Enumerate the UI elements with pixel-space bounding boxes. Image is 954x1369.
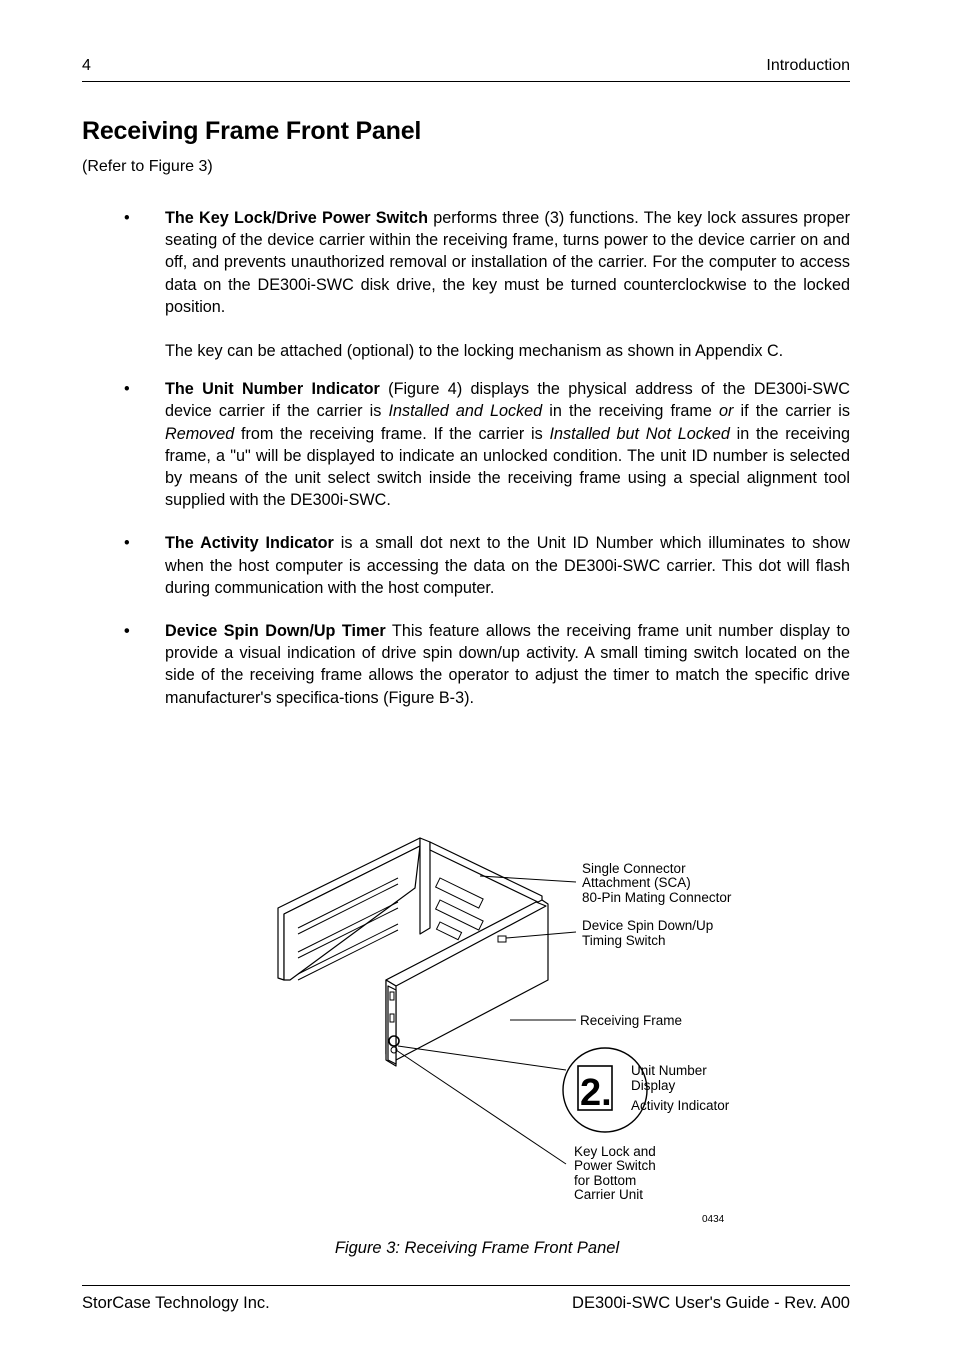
bullet-lead: The Unit Number Indicator bbox=[165, 380, 380, 399]
text-run: in the receiving frame bbox=[542, 402, 719, 421]
list-item bbox=[82, 532, 850, 599]
figure-caption: Figure 3: Receiving Frame Front Panel bbox=[334, 1239, 620, 1257]
callout-line: Single Connector bbox=[582, 861, 686, 876]
sca-connector bbox=[436, 878, 484, 908]
paragraph bbox=[165, 620, 850, 709]
rear-panel bbox=[420, 838, 430, 934]
receiving-frame-figure bbox=[270, 828, 770, 1228]
sca-connector bbox=[436, 922, 461, 940]
emphasis: Removed bbox=[165, 424, 235, 443]
bullet-text: performs three (3) functions. The key lock assures proper seating of the device carrier within the receiving frame, turns power to the device carrier on and off, and prevents unauthorized removal or installation of the carrier. For the computer to access data on the DE300i-SWC disk drive, the key must be turned counterclockwise to the locked position. bbox=[165, 209, 850, 316]
page-number: 4 bbox=[82, 57, 91, 74]
callout-line: Power Switch bbox=[574, 1158, 656, 1173]
emphasis: Installed and Locked bbox=[388, 402, 543, 421]
callout-line: Unit Number bbox=[631, 1063, 707, 1078]
callout-sca bbox=[582, 861, 732, 905]
callout-frame bbox=[580, 1013, 682, 1028]
bullet-marker: • bbox=[124, 209, 130, 227]
text-run: in the receiving frame, a "u" will be displayed to indicate an unlocked condition. The unit ID number is selected by means of the unit select switch inside the receiving frame using a special alignment tool supplied with the DE300i-SWC. bbox=[165, 424, 850, 510]
callout-unit bbox=[631, 1063, 707, 1093]
callout-line: for Bottom bbox=[574, 1173, 637, 1188]
bullet-text: is a small dot next to the Unit ID Number which illuminates to show when the host computer is accessing the data on the DE300i-SWC carrier. This dot will flash during communication with the host computer. bbox=[165, 534, 850, 597]
sca-connector bbox=[436, 900, 484, 930]
callout-activity bbox=[631, 1098, 730, 1113]
list-item bbox=[82, 378, 850, 511]
callout-line: Attachment (SCA) bbox=[582, 875, 691, 890]
text-run: from the receiving frame. If the carrier is bbox=[234, 424, 550, 443]
bullet-marker: • bbox=[124, 380, 130, 399]
list-item bbox=[82, 207, 850, 362]
footer-doc: DE300i-SWC User's Guide - Rev. A00 bbox=[572, 1294, 850, 1312]
text-run: (Figure 4) displays the physical address of the DE300i-SWC device carrier if the carrier is bbox=[165, 380, 850, 421]
page-header bbox=[82, 57, 850, 82]
callout-line: Timing Switch bbox=[582, 933, 666, 948]
leader-line bbox=[398, 1046, 566, 1070]
callout-line: 80-Pin Mating Connector bbox=[582, 890, 732, 905]
bullet-text: This feature allows the receiving frame unit number display to provide a visual indication of drive spin down/up activity. A small timing switch located on the side of the receiving frame allows the operator to adjust the timer to match the specific drive manufacturer's specifica-tions (Figure B-3). bbox=[165, 622, 850, 707]
text-run: if the carrier is bbox=[733, 402, 850, 421]
paragraph bbox=[165, 378, 850, 511]
callout-timer bbox=[582, 918, 713, 948]
rear-top-rail bbox=[430, 842, 542, 904]
bullet-marker: • bbox=[124, 622, 130, 641]
callout-line: Carrier Unit bbox=[574, 1187, 644, 1202]
callout-keylock bbox=[574, 1144, 656, 1202]
leader-line bbox=[396, 1050, 566, 1164]
bullet-list bbox=[82, 207, 850, 709]
section-title: Introduction bbox=[766, 57, 850, 74]
paragraph bbox=[165, 207, 850, 318]
figure-reference: (Refer to Figure 3) bbox=[82, 158, 213, 175]
paragraph bbox=[165, 532, 850, 599]
callout-line: Display bbox=[631, 1078, 676, 1093]
page-footer bbox=[82, 1285, 850, 1312]
bullet-marker: • bbox=[124, 534, 130, 553]
emphasis: Installed but Not Locked bbox=[549, 424, 730, 443]
callout-line: Device Spin Down/Up bbox=[582, 918, 714, 933]
bullet-lead: The Activity Indicator bbox=[165, 534, 334, 553]
footer-company: StorCase Technology Inc. bbox=[82, 1294, 270, 1312]
unit-display-digit: 2. bbox=[580, 1072, 612, 1114]
callout-line: Receiving Frame bbox=[580, 1013, 683, 1028]
callout-line: Activity Indicator bbox=[631, 1098, 730, 1113]
left-panel-face bbox=[284, 846, 420, 980]
emphasis: or bbox=[719, 402, 734, 421]
page-title: Receiving Frame Front Panel bbox=[82, 117, 422, 145]
list-item bbox=[82, 620, 850, 709]
bullet-lead: Device Spin Down/Up Timer bbox=[165, 622, 386, 641]
callout-line: Key Lock and bbox=[574, 1144, 656, 1159]
bullet-lead: The Key Lock/Drive Power Switch bbox=[165, 209, 428, 227]
figure-code: 0434 bbox=[702, 1214, 725, 1225]
paragraph-extra: The key can be attached (optional) to the locking mechanism as shown in Appendix C. bbox=[165, 342, 784, 361]
